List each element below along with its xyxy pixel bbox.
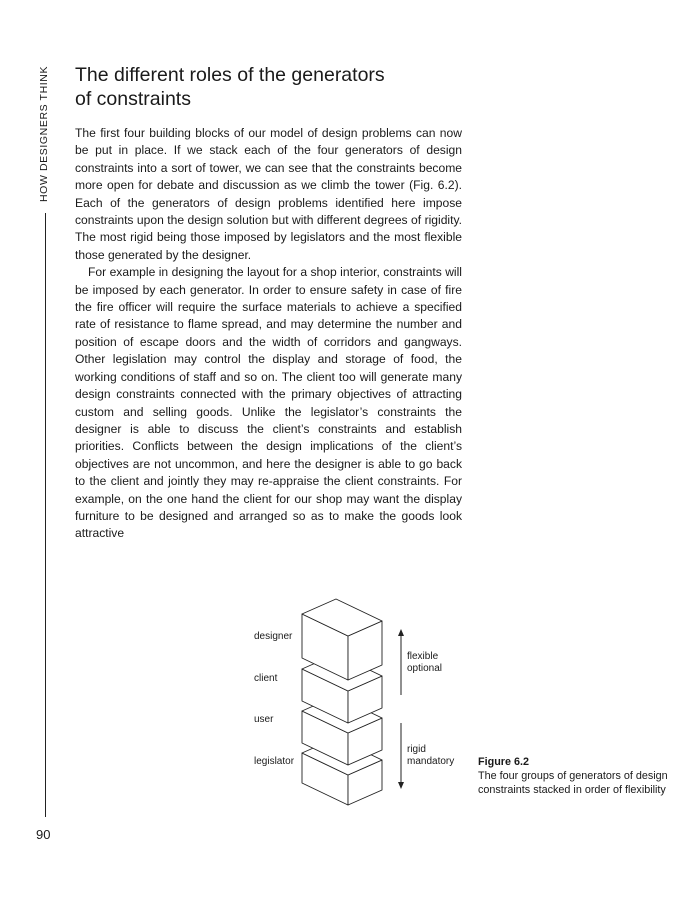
figure-caption-label: Figure 6.2 [478, 756, 530, 768]
generator-label-designer: designer [254, 631, 293, 642]
figure-caption-text: The four groups of generators of design constraints stacked in order of flexibility [478, 770, 668, 796]
optional-label: optional [407, 663, 443, 674]
side-rule [45, 213, 46, 817]
paragraph-2: For example in designing the layout for a shop interior, constraints will be imposed by each generator. In order to ensure safety in case of fire the fire officer will require the surface materials to achieve a specified rate of resistance to flame spread, and may determine the number and position of escape doors and the width of corridors and gangways. Other legislation may control the display and storage of food, the working conditions of staff and so on. The client too will generate many design constraints connected with the primary objectives of attracting custom and selling goods. Unlike the legislator’s constraints the designer is able to discuss the client’s constraints and establish priorities. Conflicts between the design implications of the client’s objectives are not uncommon, and here the designer is able to go back to the client and jointly they may re-appraise the client constraints. For example, on the one hand the client for our shop may want the display furniture to be designed and arranged so as to make the goods look attractive [75, 265, 462, 541]
page-number: 90 [36, 827, 51, 842]
generator-label-legislator: legislator [254, 756, 295, 767]
section-title-line-1: The different roles of the generators [75, 64, 385, 86]
running-head [38, 65, 52, 202]
paragraph-1: The first four building blocks of our model of design problems can now be put in place. If we stack each of the four generators of design constraints into a sort of tower, we can see that the constraints become more open for debate and discussion as we climb the tower (Fig. 6.2). Each of the generators of design problems identified here impose constraints upon the design solution but with different degrees of rigidity. The most rigid being those imposed by legislators and the most flexible those generated by the designer. [75, 126, 462, 262]
generator-label-client: client [254, 673, 278, 684]
figure-caption [478, 755, 668, 797]
running-head-text: HOW DESIGNERS THINK [38, 65, 50, 202]
constraint-tower-figure [240, 585, 470, 815]
rigid-label: rigid [407, 744, 426, 755]
generator-label-user: user [254, 714, 274, 725]
flexible-label: flexible [407, 651, 439, 662]
mandatory-label: mandatory [407, 756, 455, 767]
section-title [75, 63, 495, 111]
section-title-line-2: of constraints [75, 88, 191, 110]
body-text [75, 125, 462, 543]
up-arrow-icon [398, 629, 404, 695]
down-arrow-icon [398, 723, 404, 789]
